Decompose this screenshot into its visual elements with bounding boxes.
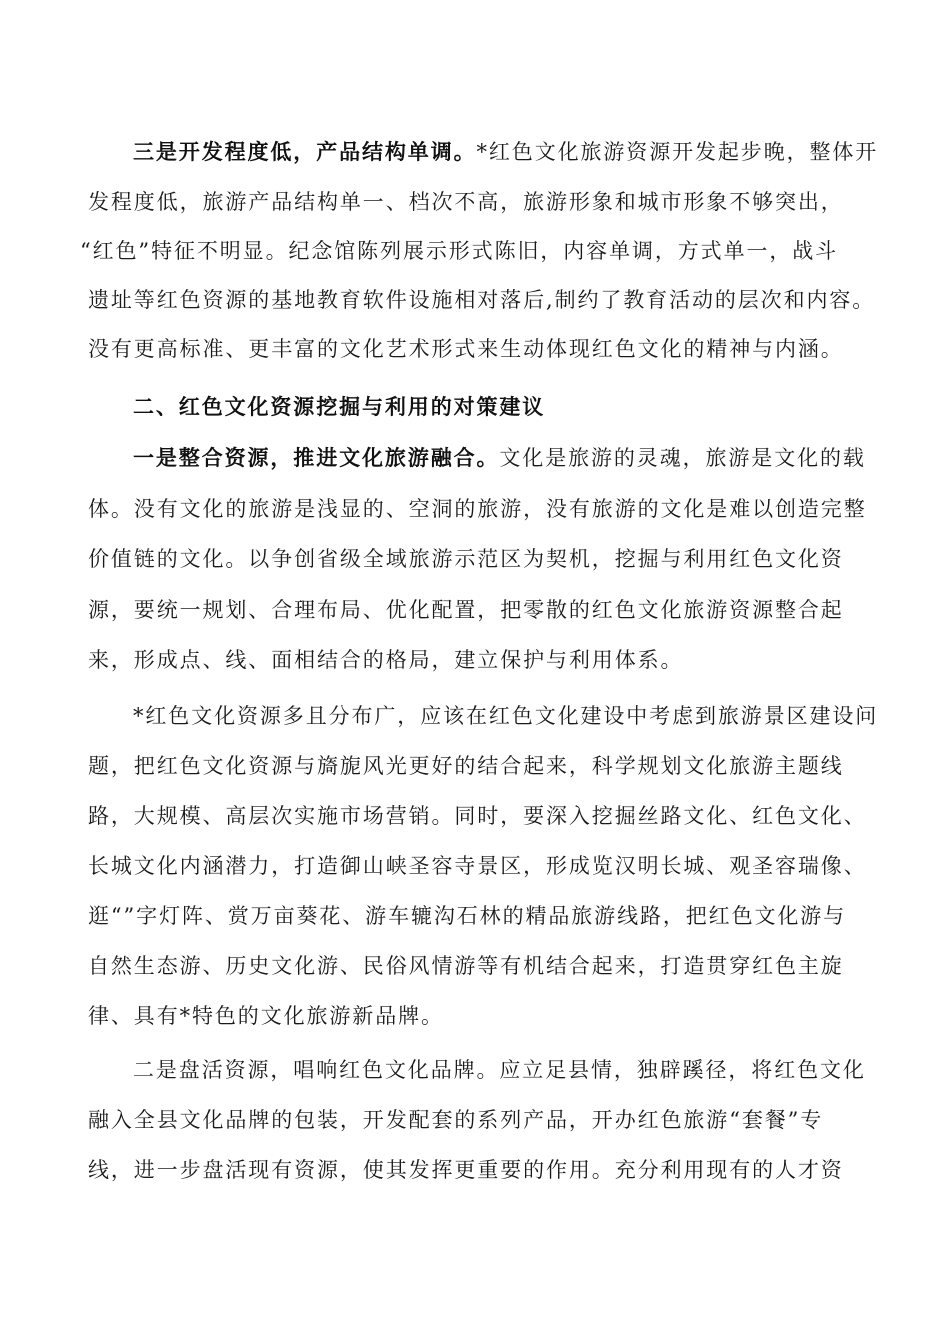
paragraph-1-lead: 三是开发程度低，产品结构单调。	[133, 140, 477, 164]
paragraph-3-line-1: *红色文化资源多且分布广，应该在红色文化建设中考虑到旅游景区建设问	[133, 704, 879, 728]
paragraph-1-line-5: 没有更高标准、更丰富的文化艺术形式来生动体现红色文化的精神与内涵。	[88, 337, 844, 361]
section-heading: 二、红色文化资源挖掘与利用的对策建议	[133, 395, 546, 419]
paragraph-3-line-5: 逛“”字灯阵、赏万亩葵花、游车辘沟石林的精品旅游线路，把红色文化游与	[88, 904, 847, 928]
paragraph-2-line-4: 源，要统一规划、合理布局、优化配置，把零散的红色文化旅游资源整合起	[88, 598, 844, 622]
paragraph-3-line-3: 路，大规模、高层次实施市场营销。同时，要深入挖掘丝路文化、红色文化、	[88, 804, 867, 828]
paragraph-2-line-1	[133, 444, 866, 472]
paragraph-4-line-2: 融入全县文化品牌的包装，开发配套的系列产品，开办红色旅游“套餐”专	[88, 1108, 824, 1132]
paragraph-3-line-6: 自然生态游、历史文化游、民俗风情游等有机结合起来，打造贯穿红色主旋	[88, 954, 844, 978]
paragraph-1-text: *红色文化旅游资源开发起步晚，整体开	[476, 140, 879, 164]
paragraph-3-line-2: 题，把红色文化资源与旖旎风光更好的结合起来，科学规划文化旅游主题线	[88, 754, 844, 778]
paragraph-1-line-4: 遗址等红色资源的基地教育软件设施相对落后,制约了教育活动的层次和内容。	[88, 288, 876, 312]
paragraph-3-line-7: 律、具有*特色的文化旅游新品牌。	[88, 1004, 444, 1028]
paragraph-2-line-5: 来，形成点、线、面相结合的格局，建立保护与利用体系。	[88, 648, 684, 672]
paragraph-1-line-3: “红色”特征不明显。纪念馆陈列展示形式陈旧，内容单调，方式单一，战斗	[80, 239, 839, 263]
paragraph-2-line-3: 价值链的文化。以争创省级全域旅游示范区为契机，挖掘与利用红色文化资	[88, 547, 844, 571]
paragraph-3-line-4: 长城文化内涵潜力，打造御山峡圣容寺景区，形成览汉明长城、观圣容瑞像、	[88, 854, 867, 878]
paragraph-1-line-2: 发程度低，旅游产品结构单一、档次不高，旅游形象和城市形象不够突出，	[88, 190, 844, 214]
paragraph-4-line-1: 二是盘活资源，唱响红色文化品牌。应立足县情，独辟蹊径，将红色文化	[133, 1058, 866, 1082]
paragraph-1-line-1	[133, 138, 878, 166]
paragraph-2-line-2: 体。没有文化的旅游是浅显的、空洞的旅游，没有旅游的文化是难以创造完整	[88, 497, 867, 521]
paragraph-2-lead: 一是整合资源，推进文化旅游融合。	[133, 446, 500, 470]
paragraph-2-text: 文化是旅游的灵魂，旅游是文化的载	[499, 446, 866, 470]
paragraph-4-line-3: 线，进一步盘活现有资源，使其发挥更重要的作用。充分利用现有的人才资	[88, 1158, 844, 1182]
